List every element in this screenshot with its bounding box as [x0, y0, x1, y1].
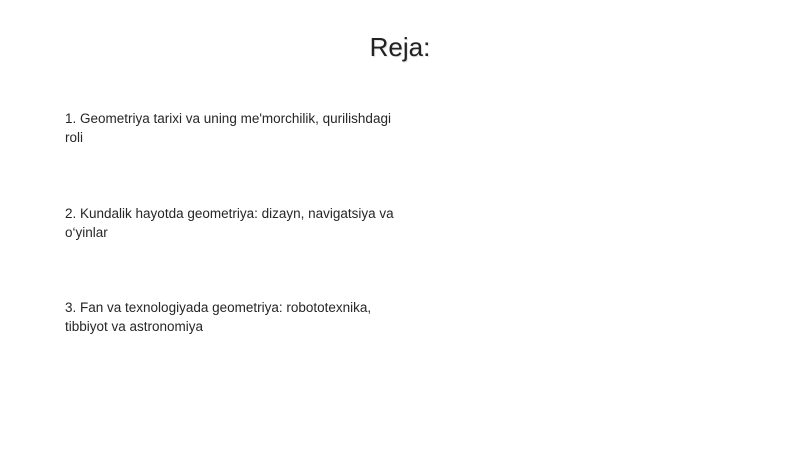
slide-title: Reja: — [369, 32, 431, 62]
plan-item-2: 2. Kundalik hayotda geometriya: dizayn, navigatsiya va o‘yinlar — [65, 206, 394, 240]
plan-item-3: 3. Fan va texnologiyada geometriya: robototexnika, tibbiyot va astronomiya — [65, 300, 372, 334]
plan-item-1: 1. Geometriya tarixi va uning me'morchilik, qurilishdagi roli — [65, 111, 391, 145]
